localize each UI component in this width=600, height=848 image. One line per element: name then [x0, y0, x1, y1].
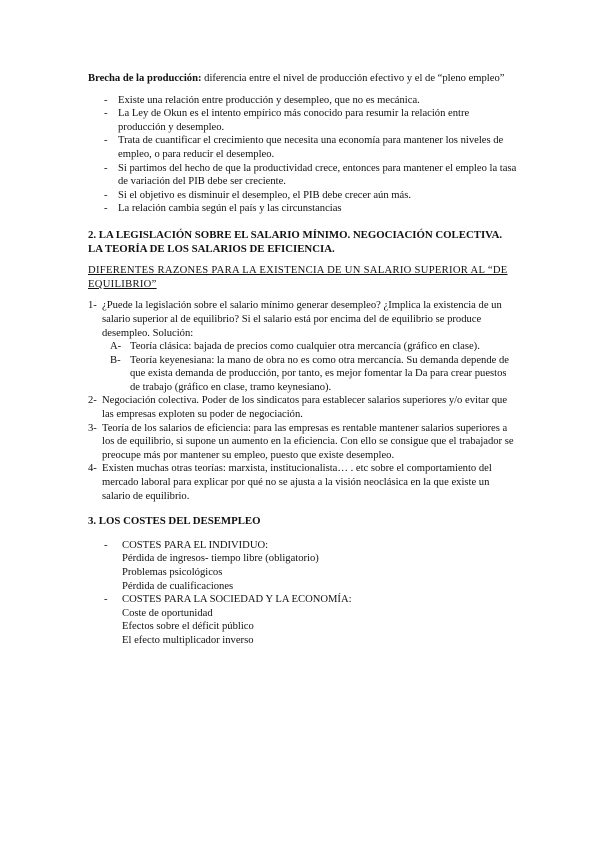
list-marker: 2- [88, 395, 97, 407]
list-marker: 3- [88, 422, 97, 434]
solutions-list [102, 340, 518, 394]
list-item-text: Teoría clásica: bajada de precios como cualquier otra mercancía (gráfico en clase). [130, 341, 480, 353]
list-item-text: Negociación colectiva. Poder de los sindicatos para establecer salarios superiores y/o evitar que las empresas exploten su poder de negociación. [102, 395, 508, 421]
list-marker: B- [110, 354, 121, 366]
cost-item: Pérdida de ingresos- tiempo libre (obligatorio) [122, 553, 319, 565]
list-item: - La relación cambia según el país y las circunstancias [88, 202, 518, 216]
output-gap-text: diferencia entre el nivel de producción efectivo y el de “pleno empleo” [201, 73, 505, 84]
cost-item: El efecto multiplicador inverso [122, 634, 254, 646]
cost-item: Problemas psicológicos [122, 567, 223, 578]
list-item [88, 422, 518, 463]
list-item [102, 340, 518, 354]
cost-item: Coste de oportunidad [122, 607, 213, 619]
list-item: - La Ley de Okun es el intento empírico más conocido para resumir la relación entre producción y desempleo. [88, 107, 518, 134]
list-item [102, 354, 518, 395]
list-item [88, 299, 518, 394]
list-marker: A- [110, 341, 122, 353]
list-marker: 4- [88, 463, 97, 475]
list-item [88, 539, 518, 593]
list-marker: 1- [88, 300, 97, 312]
section-2-heading [88, 229, 518, 256]
list-item-text: Existen muchas otras teorías: marxista, institucionalista… . etc sobre el comportamiento del mercado laboral para explicar por qué no se ajusta a la visión neoclásica en la que existe un salario de equilibrio. [102, 463, 492, 502]
output-gap-term: Brecha de la producción: [88, 73, 202, 84]
list-item-text: Teoría de los salarios de eficiencia: para las empresas es rentable mantener salarios superiores a los de equilibrio, si supone un aumento en la eficiencia. Con ello se consigue que el trabajador se preocupe más por mantener su empleo, puesto que existe desempleo. [102, 422, 514, 461]
list-item-text: Teoría keyenesiana: la mano de obra no es como otra mercancía. Su demanda depende de que exista demanda de producción, por tanto, es mejor fomentar la Da para crear puestos de trabajo (gráfico en clase, tramo keynesiano). [130, 354, 510, 393]
list-item [88, 593, 518, 647]
section-2-heading-line2: LA TEORÍA DE LOS SALARIOS DE EFICIENCIA. [88, 242, 335, 255]
list-item [88, 394, 518, 421]
section-2-subheading: DIFERENTES RAZONES PARA LA EXISTENCIA DE UN SALARIO SUPERIOR AL “DE EQUILIBRIO” [88, 265, 508, 290]
list-item [88, 462, 518, 503]
reasons-list [88, 299, 518, 503]
section-3-heading: 3. LOS COSTES DEL DESEMPLEO [88, 515, 261, 528]
list-item: - Si el objetivo es disminuir el desempleo, el PIB debe crecer aún más. [88, 189, 518, 203]
individual-costs-title: - COSTES PARA EL INDIVIDUO: [122, 539, 269, 551]
list-item: - Existe una relación entre producción y desempleo, que no es mecánica. [88, 94, 518, 108]
list-item: - Trata de cuantificar el crecimiento que necesita una economía para mantener los niveles de empleo, o para reducir el desempleo. [88, 134, 518, 161]
document-content [88, 72, 518, 648]
list-item-text: ¿Puede la legislación sobre el salario mínimo generar desempleo? ¿Implica la existencia de un salario superior al de equilibrio? Si el salario está por encima del de equilibrio se produce desempleo. Solución: [102, 300, 502, 339]
cost-item: Pérdida de cualificaciones [122, 580, 234, 592]
costs-list [88, 539, 518, 648]
list-item: - Si partimos del hecho de que la productividad crece, entonces para mantener el empleo la tasa de variación del PIB debe ser creciente. [88, 162, 518, 189]
cost-item: Efectos sobre el déficit público [122, 621, 254, 633]
section-2-heading-line1: 2. LA LEGISLACIÓN SOBRE EL SALARIO MÍNIMO. NEGOCIACIÓN COLECTIVA. [88, 228, 503, 241]
okun-list [88, 94, 518, 216]
society-costs-title: - COSTES PARA LA SOCIEDAD Y LA ECONOMÍA: [122, 594, 352, 606]
output-gap-definition [88, 72, 518, 86]
